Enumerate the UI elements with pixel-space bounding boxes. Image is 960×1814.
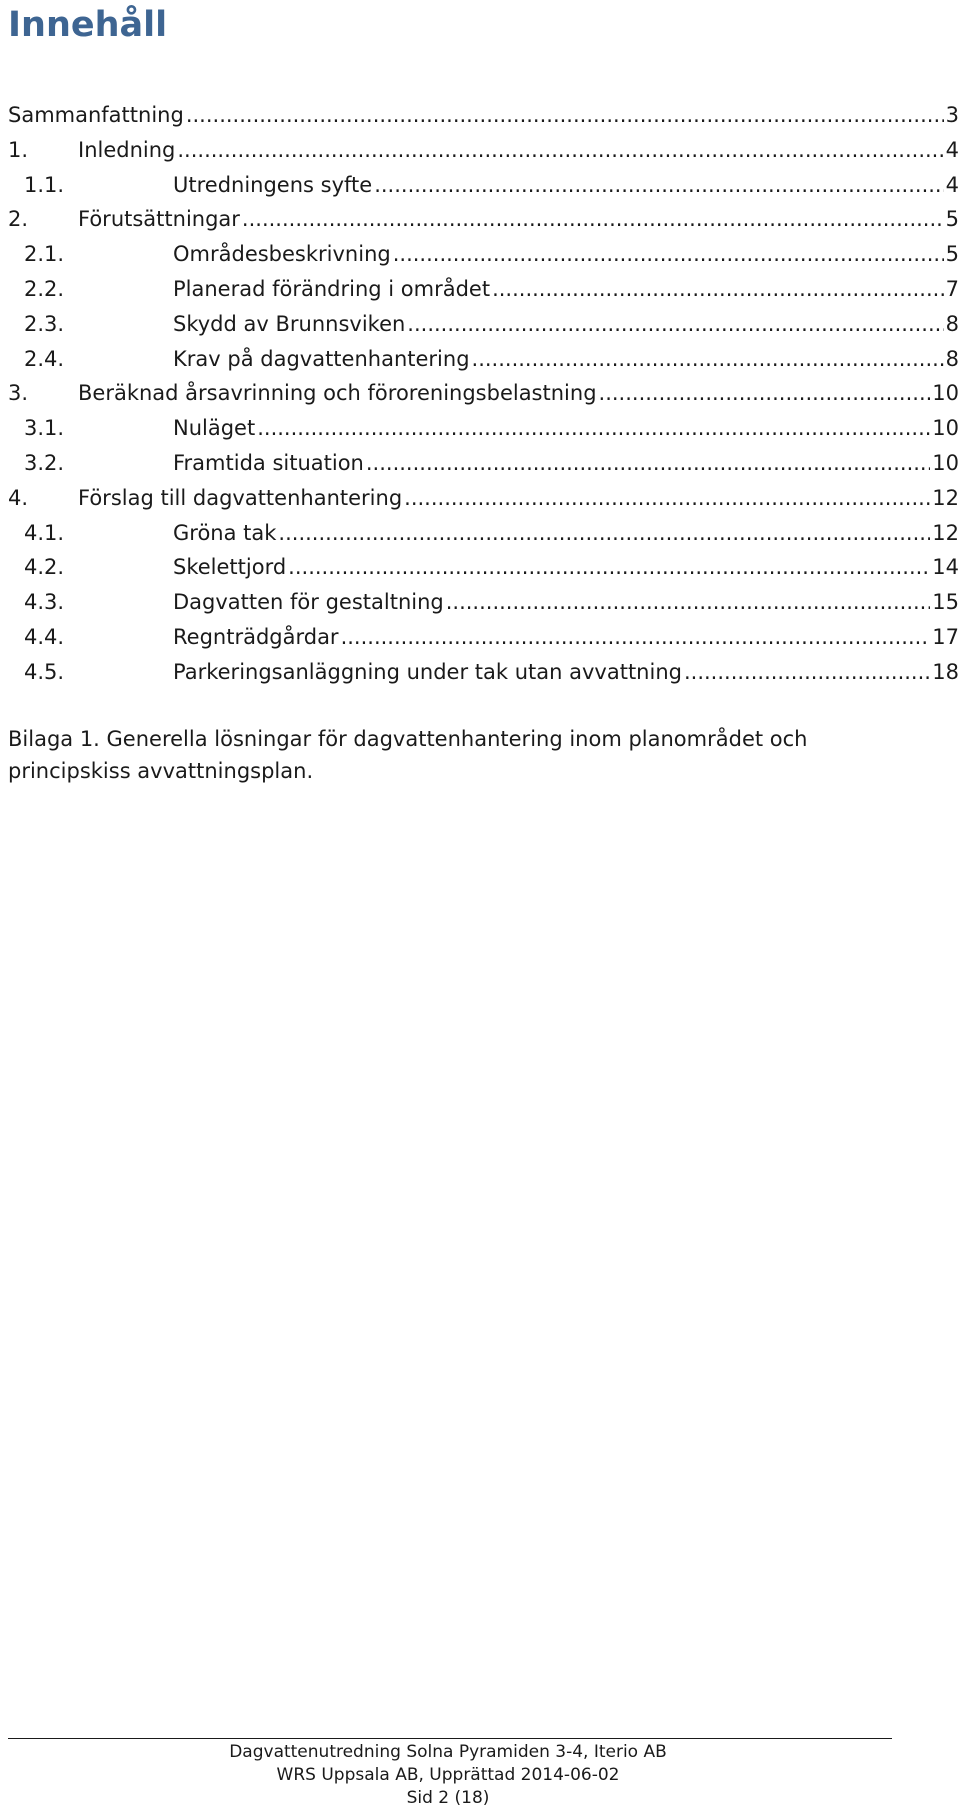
- toc-title: Förutsättningar: [78, 207, 240, 232]
- toc-entry[interactable]: [8, 347, 959, 382]
- toc-entry[interactable]: [8, 590, 959, 625]
- toc-title: Skydd av Brunnsviken: [173, 311, 406, 336]
- toc-dot-leader: [242, 207, 944, 231]
- toc-number: 3.1.: [24, 416, 65, 441]
- page-footer: [0, 1741, 896, 1810]
- toc-title: Beräknad årsavrinning och föroreningsbelastning: [78, 381, 597, 406]
- toc-dot-leader: [186, 103, 944, 127]
- toc-dot-leader: [177, 138, 943, 162]
- toc-number: 4.: [8, 485, 29, 510]
- toc-number: 4.5.: [24, 659, 65, 684]
- page-title: Innehåll: [8, 5, 168, 45]
- toc-number: 4.2.: [24, 555, 65, 580]
- toc-title: Skelettjord: [173, 555, 287, 580]
- toc-title: Nuläget: [173, 416, 256, 441]
- toc-page-number: 18: [932, 659, 959, 684]
- toc-dot-leader: [257, 416, 930, 440]
- toc-entry[interactable]: [8, 660, 959, 695]
- toc-entry[interactable]: [8, 138, 959, 173]
- toc-number: 4.4.: [24, 624, 65, 649]
- toc-title: Utredningens syfte: [173, 172, 373, 197]
- toc-number: 4.1.: [24, 520, 65, 545]
- toc-title: Framtida situation: [173, 450, 364, 475]
- toc-title: Dagvatten för gestaltning: [173, 590, 444, 615]
- toc-entry[interactable]: [8, 277, 959, 312]
- toc-entry[interactable]: [8, 312, 959, 347]
- toc-dot-leader: [341, 625, 931, 649]
- toc-dot-leader: [599, 381, 931, 405]
- toc-dot-leader: [492, 277, 944, 301]
- toc-entry[interactable]: [8, 173, 959, 208]
- toc-number: 1.1.: [24, 172, 65, 197]
- toc-dot-leader: [278, 521, 930, 545]
- toc-title: Gröna tak: [173, 520, 277, 545]
- toc-number: 2.2.: [24, 276, 65, 301]
- toc-dot-leader: [374, 173, 943, 197]
- toc-page-number: 10: [932, 416, 959, 441]
- footer-page-number: Sid 2 (18): [406, 1788, 490, 1808]
- table-of-contents: [8, 103, 959, 695]
- toc-entry[interactable]: [8, 103, 959, 138]
- toc-entry[interactable]: [8, 486, 959, 521]
- toc-entry[interactable]: [8, 381, 959, 416]
- toc-page-number: 4: [945, 137, 959, 162]
- toc-page-number: 17: [932, 624, 959, 649]
- toc-dot-leader: [404, 486, 930, 510]
- footer-author-date: WRS Uppsala AB, Upprättad 2014-06-02: [276, 1765, 620, 1785]
- toc-page-number: 7: [945, 276, 959, 301]
- toc-page-number: 15: [932, 590, 959, 615]
- toc-page-number: 5: [945, 242, 959, 267]
- toc-entry[interactable]: [8, 207, 959, 242]
- toc-dot-leader: [472, 347, 944, 371]
- toc-page-number: 12: [932, 485, 959, 510]
- toc-number: 3.: [8, 381, 29, 406]
- toc-page-number: 8: [945, 346, 959, 371]
- toc-entry[interactable]: [8, 521, 959, 556]
- toc-dot-leader: [393, 242, 944, 266]
- toc-number: 1.: [8, 137, 29, 162]
- toc-title: Parkeringsanläggning under tak utan avvattning: [173, 659, 682, 684]
- appendix-note: Bilaga 1. Generella lösningar för dagvattenhantering inom planområdet och principskiss avvattningsplan.: [8, 727, 808, 783]
- toc-entry[interactable]: [8, 625, 959, 660]
- toc-number: 2.4.: [24, 346, 65, 371]
- toc-page-number: 4: [945, 172, 959, 197]
- toc-title: Områdesbeskrivning: [173, 242, 391, 267]
- toc-title: Förslag till dagvattenhantering: [78, 485, 403, 510]
- toc-title: Krav på dagvattenhantering: [173, 346, 470, 371]
- toc-page-number: 10: [932, 381, 959, 406]
- toc-page-number: 8: [945, 311, 959, 336]
- toc-page-number: 5: [945, 207, 959, 232]
- toc-title: Regnträdgårdar: [173, 624, 339, 649]
- toc-entry[interactable]: [8, 451, 959, 486]
- toc-number: 2.3.: [24, 311, 65, 336]
- toc-dot-leader: [366, 451, 930, 475]
- toc-entry[interactable]: [8, 242, 959, 277]
- toc-title: Sammanfattning: [8, 103, 184, 127]
- toc-dot-leader: [407, 312, 943, 336]
- toc-dot-leader: [446, 590, 931, 614]
- toc-dot-leader: [288, 555, 930, 579]
- toc-number: 3.2.: [24, 450, 65, 475]
- footer-divider: [8, 1738, 892, 1739]
- toc-number: 2.: [8, 207, 29, 232]
- toc-number: 2.1.: [24, 242, 65, 267]
- footer-document-title: Dagvattenutredning Solna Pyramiden 3-4, Iterio AB: [229, 1742, 667, 1762]
- toc-dot-leader: [684, 660, 930, 684]
- toc-entry[interactable]: [8, 416, 959, 451]
- toc-page-number: 14: [932, 555, 959, 580]
- toc-page-number: 12: [932, 520, 959, 545]
- toc-title: Planerad förändring i området: [173, 276, 491, 301]
- toc-page-number: 10: [932, 450, 959, 475]
- toc-number: 4.3.: [24, 590, 65, 615]
- toc-page-number: 3: [945, 103, 959, 127]
- toc-title: Inledning: [78, 137, 176, 162]
- toc-entry[interactable]: [8, 555, 959, 590]
